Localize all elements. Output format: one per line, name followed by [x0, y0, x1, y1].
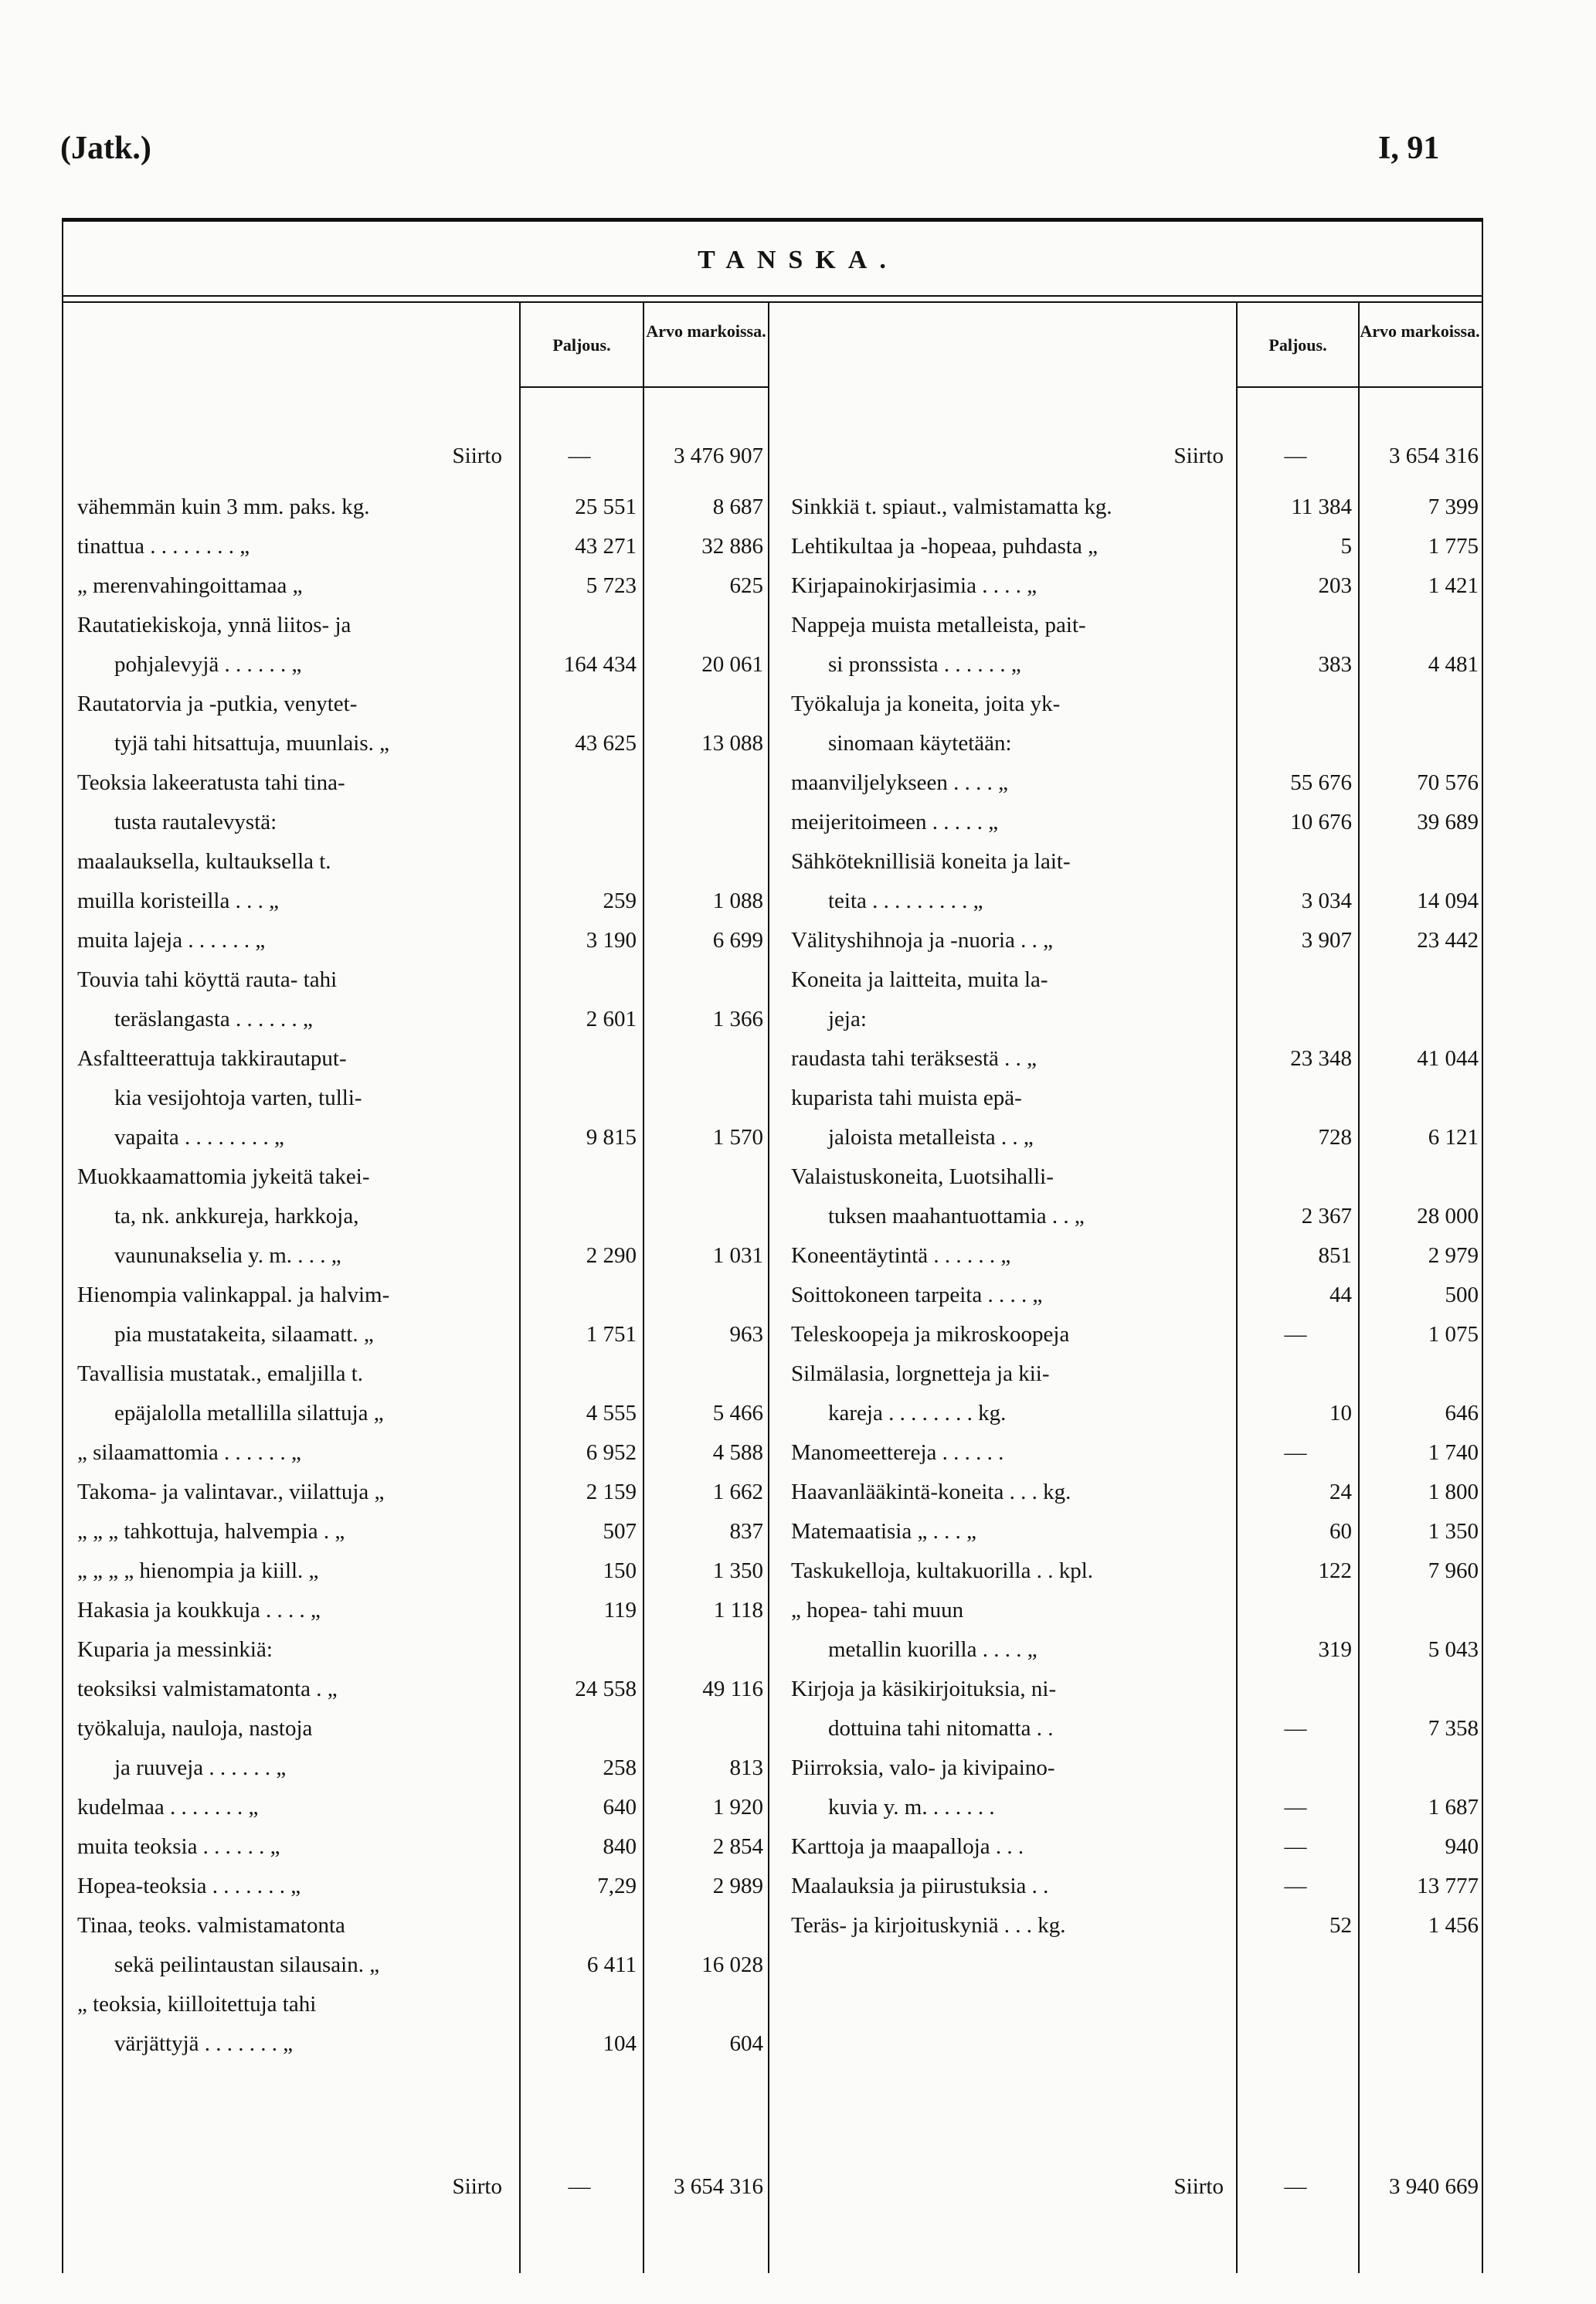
right-row-value: 41 044	[1417, 1046, 1479, 1071]
left-row-label: pia mustatakeita, silaamatt. „	[114, 1322, 374, 1347]
right-row-value: 1 687	[1428, 1795, 1479, 1820]
left-row-value: 6 699	[712, 928, 763, 953]
left-row-quantity: 1 751	[586, 1322, 637, 1347]
right-row-value: 1 800	[1428, 1480, 1479, 1504]
right-row-label: kareja . . . . . . . . kg.	[828, 1401, 1007, 1426]
left-row-quantity: 9 815	[586, 1125, 637, 1150]
left-row-label: värjättyjä . . . . . . . „	[114, 2031, 294, 2056]
left-row-label: Rautatiekiskoja, ynnä liitos- ja	[77, 613, 351, 637]
left-row-label: maalauksella, kultauksella t.	[77, 849, 331, 874]
running-head-left: (Jatk.)	[60, 131, 151, 166]
left-row-label: Touvia tahi köyttä rauta- tahi	[77, 967, 338, 992]
left-row-quantity: 258	[603, 1755, 637, 1780]
right-row-label: Sinkkiä t. spiaut., valmistamatta kg.	[791, 494, 1112, 519]
left-row-value: 1 570	[712, 1125, 763, 1150]
left-row-label: teräslangasta . . . . . . „	[114, 1007, 313, 1031]
right-row-quantity: 728	[1318, 1125, 1352, 1150]
right-row-quantity: 5	[1340, 534, 1352, 559]
left-row-quantity: 2 290	[586, 1243, 637, 1268]
right-row-quantity: 23 348	[1290, 1046, 1352, 1071]
right-row-value: 1 740	[1428, 1440, 1479, 1465]
right-row-label: sinomaan käytetään:	[828, 731, 1012, 756]
left-row-quantity: 43 271	[575, 534, 637, 559]
left-row-quantity: 150	[603, 1558, 637, 1583]
right-row-label: Nappeja muista metalleista, pait-	[791, 613, 1086, 637]
right-row-quantity: 383	[1318, 652, 1352, 677]
right-row-value: 7 399	[1428, 494, 1479, 519]
left-row-value: 1 350	[712, 1558, 763, 1583]
left-row-value: 1 088	[712, 889, 763, 913]
page-number: I, 91	[1378, 131, 1440, 166]
left-row-quantity: 507	[603, 1519, 637, 1544]
left-row-label: Tinaa, teoks. valmistamatonta	[77, 1913, 345, 1938]
left-row-quantity: 6 952	[586, 1440, 637, 1465]
right-row-label: Silmälasia, lorgnetteja ja kii-	[791, 1361, 1050, 1386]
title-rule-2	[62, 301, 1483, 303]
center-separator	[768, 303, 769, 2273]
left-row-value: 4 588	[712, 1440, 763, 1465]
left-row-label: pohjalevyjä . . . . . . „	[114, 652, 302, 677]
right-row-quantity: —	[1284, 1716, 1307, 1741]
right-row-quantity: 11 384	[1291, 494, 1352, 519]
right-row-value: 7 960	[1428, 1558, 1479, 1583]
left-row-label: tyjä tahi hitsattuja, muunlais. „	[114, 731, 389, 756]
right-row-quantity: —	[1284, 1874, 1307, 1898]
left-row-label: kia vesijohtoja varten, tulli-	[114, 1086, 362, 1110]
left-row-label: tinattua . . . . . . . . „	[77, 534, 250, 559]
right-row-label: Soittokoneen tarpeita . . . . „	[791, 1283, 1043, 1307]
left-value-header: Arvo markoissa.	[646, 321, 766, 341]
left-row-label: Rautatorvia ja -putkia, venytet-	[77, 692, 358, 716]
right-row-label: Matemaatisia „ . . . „	[791, 1519, 976, 1544]
right-row-quantity: 44	[1329, 1283, 1352, 1307]
right-row-value: 28 000	[1417, 1204, 1479, 1228]
left-row-value: 963	[729, 1322, 763, 1347]
right-row-label: Piirroksia, valo- ja kivipaino-	[791, 1755, 1055, 1780]
right-row-value: 14 094	[1417, 889, 1479, 913]
right-row-value: 4 481	[1428, 652, 1479, 677]
left-row-quantity: 840	[603, 1834, 637, 1859]
left-row-value: 837	[729, 1519, 763, 1544]
right-quantity-header: Paljous.	[1268, 335, 1327, 355]
right-row-value: 1 075	[1428, 1322, 1479, 1347]
right-row-value: 1 421	[1428, 573, 1479, 598]
left-row-label: Hienompia valinkappal. ja halvim-	[77, 1283, 390, 1307]
left-carry-in-value: 3 476 907	[674, 443, 763, 468]
left-row-quantity: 640	[603, 1795, 637, 1820]
left-row-label: Tavallisia mustatak., emaljilla t.	[77, 1361, 364, 1386]
left-row-label: „ merenvahingoittamaa „	[77, 573, 303, 598]
right-row-label: Taskukelloja, kultakuorilla . . kpl.	[791, 1558, 1094, 1583]
right-row-label: meijeritoimeen . . . . . „	[791, 810, 999, 834]
left-row-label: Teoksia lakeeratusta tahi tina-	[77, 770, 345, 795]
table-title: TANSKA.	[698, 246, 898, 274]
left-row-quantity: 259	[603, 889, 637, 913]
right-carry-out-label: Siirto	[1173, 2174, 1224, 2199]
right-row-quantity: —	[1284, 1834, 1307, 1859]
right-row-label: Valaistuskoneita, Luotsihalli-	[791, 1164, 1054, 1189]
left-row-value: 1 118	[713, 1598, 763, 1623]
left-row-quantity: 5 723	[586, 573, 637, 598]
left-row-value: 5 466	[712, 1401, 763, 1426]
right-row-value: 7 358	[1428, 1716, 1479, 1741]
left-row-value: 625	[729, 573, 763, 598]
right-row-quantity: 55 676	[1290, 770, 1352, 795]
right-row-quantity: 3 034	[1301, 889, 1352, 913]
right-row-value: 70 576	[1417, 770, 1479, 795]
left-row-label: sekä peilintaustan silausain. „	[114, 1952, 380, 1977]
left-row-label: Muokkaamattomia jykeitä takei-	[77, 1164, 370, 1189]
right-row-label: Maalauksia ja piirustuksia . .	[791, 1874, 1049, 1898]
right-row-quantity: 10	[1329, 1401, 1352, 1426]
left-row-label: tusta rautalevystä:	[114, 810, 277, 834]
left-row-value: 13 088	[701, 731, 763, 756]
left-row-label: muilla koristeilla . . . „	[77, 889, 279, 913]
right-row-value: 1 456	[1428, 1913, 1479, 1938]
title-rule-1	[62, 295, 1483, 297]
left-row-value: 8 687	[712, 494, 763, 519]
left-colhead-rule	[519, 386, 768, 388]
right-row-quantity: 203	[1318, 573, 1352, 598]
right-row-quantity: 10 676	[1290, 810, 1352, 834]
left-row-value: 49 116	[702, 1677, 763, 1701]
left-border	[62, 218, 63, 2273]
right-row-quantity: 319	[1318, 1637, 1352, 1662]
right-row-value: 500	[1445, 1283, 1479, 1307]
left-row-value: 1 031	[712, 1243, 763, 1268]
left-row-label: Hakasia ja koukkuja . . . . „	[77, 1598, 321, 1623]
right-row-label: Karttoja ja maapalloja . . .	[791, 1834, 1024, 1859]
left-row-label: työkaluja, nauloja, nastoja	[77, 1716, 313, 1741]
left-value-separator	[643, 303, 644, 2273]
left-row-label: Hopea-teoksia . . . . . . . „	[77, 1874, 301, 1898]
right-row-label: Haavanlääkintä-koneita . . . kg.	[791, 1480, 1071, 1504]
right-row-value: 1 775	[1428, 534, 1479, 559]
right-row-value: 13 777	[1417, 1874, 1479, 1898]
right-row-label: jaloista metalleista . . „	[828, 1125, 1034, 1150]
right-row-label: Työkaluja ja koneita, joita yk-	[791, 692, 1061, 716]
right-row-label: Manomeettereja . . . . . .	[791, 1440, 1004, 1465]
left-row-value: 813	[729, 1755, 763, 1780]
right-row-quantity: 122	[1318, 1558, 1352, 1583]
left-carry-in-quantity: —	[568, 443, 591, 468]
right-row-quantity: 851	[1318, 1243, 1352, 1268]
right-row-label: Teleskoopeja ja mikroskoopeja	[791, 1322, 1070, 1347]
left-row-value: 604	[729, 2031, 763, 2056]
left-row-quantity: 104	[603, 2031, 637, 2056]
top-rule	[62, 218, 1483, 222]
right-row-quantity: 52	[1329, 1913, 1352, 1938]
right-row-label: teita . . . . . . . . . „	[828, 889, 983, 913]
left-row-quantity: 2 601	[586, 1007, 637, 1031]
left-row-value: 1 920	[712, 1795, 763, 1820]
left-carry-out-quantity: —	[568, 2174, 591, 2199]
left-row-label: muita teoksia . . . . . . „	[77, 1834, 280, 1859]
right-row-value: 39 689	[1417, 810, 1479, 834]
left-row-value: 20 061	[701, 652, 763, 677]
right-row-quantity: —	[1284, 1322, 1307, 1347]
right-colhead-rule	[1236, 386, 1482, 388]
left-quantity-header: Paljous.	[552, 335, 611, 355]
left-row-quantity: 43 625	[575, 731, 637, 756]
left-row-label: Asfaltteerattuja takkirautaput-	[77, 1046, 347, 1071]
left-row-label: ta, nk. ankkureja, harkkoja,	[114, 1204, 359, 1228]
right-carry-out-value: 3 940 669	[1389, 2174, 1479, 2199]
right-carry-in-value: 3 654 316	[1389, 443, 1479, 468]
left-row-label: Kuparia ja messinkiä:	[77, 1637, 273, 1662]
right-row-label: metallin kuorilla . . . . „	[828, 1637, 1037, 1662]
right-row-quantity: 60	[1329, 1519, 1352, 1544]
left-row-quantity: 24 558	[575, 1677, 637, 1701]
right-row-value: 5 043	[1428, 1637, 1479, 1662]
right-row-label: „ hopea- tahi muun	[791, 1598, 964, 1623]
right-row-label: maanviljelykseen . . . . „	[791, 770, 1009, 795]
left-row-value: 1 662	[712, 1480, 763, 1504]
left-row-value: 1 366	[712, 1007, 763, 1031]
left-row-value: 32 886	[701, 534, 763, 559]
right-row-value: 2 979	[1428, 1243, 1479, 1268]
right-row-quantity: 2 367	[1301, 1204, 1352, 1228]
right-row-label: Teräs- ja kirjoituskyniä . . . kg.	[791, 1913, 1066, 1938]
left-row-label: vapaita . . . . . . . . „	[114, 1125, 284, 1150]
left-row-label: „ teoksia, kiilloitettuja tahi	[77, 1992, 317, 2017]
left-row-label: kudelmaa . . . . . . . „	[77, 1795, 259, 1820]
right-row-value: 23 442	[1417, 928, 1479, 953]
left-row-value: 2 989	[712, 1874, 763, 1898]
right-row-label: kuvia y. m. . . . . . .	[828, 1795, 995, 1820]
right-row-label: jeja:	[828, 1007, 867, 1031]
left-row-quantity: 164 434	[563, 652, 637, 677]
right-row-label: Välityshihnoja ja -nuoria . . „	[791, 928, 1054, 953]
right-border	[1482, 218, 1483, 2273]
left-carry-out-label: Siirto	[452, 2174, 502, 2199]
right-row-quantity: —	[1284, 1795, 1307, 1820]
right-row-label: dottuina tahi nitomatta . .	[828, 1716, 1054, 1741]
left-carry-out-value: 3 654 316	[674, 2174, 763, 2199]
left-qty-separator	[519, 303, 521, 2273]
right-row-label: si pronssista . . . . . . „	[828, 652, 1021, 677]
left-carry-in-label: Siirto	[452, 443, 502, 468]
right-row-label: Koneentäytintä . . . . . . „	[791, 1243, 1011, 1268]
left-row-label: epäjalolla metallilla silattuja „	[114, 1401, 384, 1426]
left-row-quantity: 3 190	[586, 928, 637, 953]
right-row-quantity: 3 907	[1301, 928, 1352, 953]
right-value-separator	[1358, 303, 1360, 2273]
left-row-value: 16 028	[701, 1952, 763, 1977]
right-carry-out-quantity: —	[1284, 2174, 1307, 2199]
right-value-header: Arvo markoissa.	[1360, 321, 1480, 341]
right-carry-in-label: Siirto	[1173, 443, 1224, 468]
left-row-value: 2 854	[712, 1834, 763, 1859]
right-row-quantity: 24	[1329, 1480, 1352, 1504]
left-row-label: teoksiksi valmistamatonta . „	[77, 1677, 338, 1701]
right-row-value: 6 121	[1428, 1125, 1479, 1150]
left-row-label: ja ruuveja . . . . . . „	[114, 1755, 287, 1780]
left-row-label: Takoma- ja valintavar., viilattuja „	[77, 1480, 385, 1504]
right-row-label: raudasta tahi teräksestä . . „	[791, 1046, 1037, 1071]
left-row-label: vaununakselia y. m. . . . „	[114, 1243, 341, 1268]
right-row-quantity: —	[1284, 1440, 1307, 1465]
right-row-value: 646	[1445, 1401, 1479, 1426]
left-row-label: vähemmän kuin 3 mm. paks. kg.	[77, 494, 370, 519]
left-row-quantity: 6 411	[586, 1952, 637, 1977]
right-row-label: Sähköteknillisiä koneita ja lait-	[791, 849, 1071, 874]
left-row-label: „ „ „ tahkottuja, halvempia . „	[77, 1519, 345, 1544]
right-row-label: tuksen maahantuottamia . . „	[828, 1204, 1085, 1228]
right-row-label: Kirjoja ja käsikirjoituksia, ni-	[791, 1677, 1057, 1701]
right-row-label: Koneita ja laitteita, muita la-	[791, 967, 1048, 992]
right-row-label: Lehtikultaa ja -hopeaa, puhdasta „	[791, 534, 1098, 559]
left-row-quantity: 25 551	[575, 494, 637, 519]
right-row-label: Kirjapainokirjasimia . . . . „	[791, 573, 1037, 598]
left-row-quantity: 7,29	[597, 1874, 637, 1898]
left-row-quantity: 2 159	[586, 1480, 637, 1504]
right-row-value: 940	[1445, 1834, 1479, 1859]
left-row-label: „ silaamattomia . . . . . . „	[77, 1440, 301, 1465]
right-row-value: 1 350	[1428, 1519, 1479, 1544]
right-qty-separator	[1236, 303, 1238, 2273]
left-row-label: muita lajeja . . . . . . „	[77, 928, 266, 953]
right-carry-in-quantity: —	[1284, 443, 1307, 468]
left-row-quantity: 4 555	[586, 1401, 637, 1426]
left-row-quantity: 119	[603, 1598, 637, 1623]
right-row-label: kuparista tahi muista epä-	[791, 1086, 1022, 1110]
left-row-label: „ „ „ „ hienompia ja kiill. „	[77, 1558, 319, 1583]
